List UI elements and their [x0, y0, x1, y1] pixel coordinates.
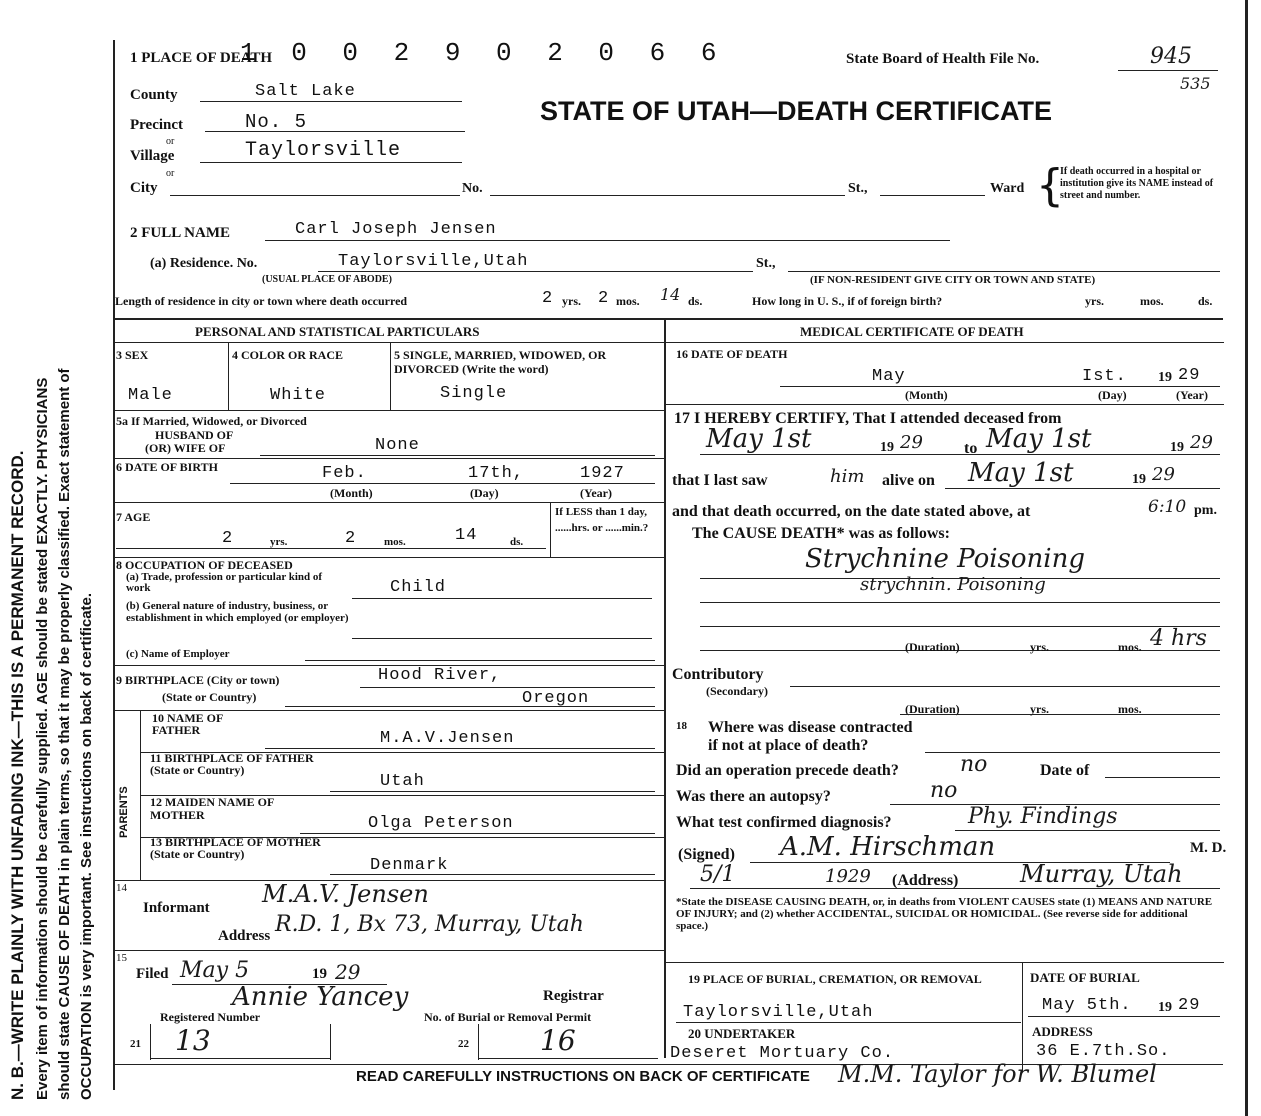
registrar-label: Registrar — [543, 988, 604, 1004]
cause-of-death-detail: strychnin. Poisoning — [860, 574, 1046, 595]
dob-year: 1927 — [580, 464, 625, 483]
birthplace-city: Hood River, — [378, 666, 502, 685]
occupation-value: Child — [390, 578, 447, 597]
time-of-death: 6:10 — [1148, 497, 1187, 517]
duration-value: 4 hrs — [1150, 626, 1207, 651]
father-name: M.A.V.Jensen — [380, 729, 515, 748]
operation-value: no — [960, 752, 988, 777]
city-label: City — [130, 180, 158, 196]
mother-birthplace: Denmark — [370, 856, 449, 875]
burial-year: 29 — [1178, 996, 1201, 1015]
footer-instructions: READ CAREFULLY INSTRUCTIONS ON BACK OF CERTIFICATE — [356, 1068, 810, 1085]
informant-signature: M.A.V. Jensen — [262, 880, 429, 908]
last-saw-date: May 1st — [968, 458, 1074, 488]
sex-value: Male — [128, 386, 173, 405]
margin-notice-4: OCCUPATION is very important. See instructions on back of certificate. — [78, 592, 95, 1100]
color-value: White — [270, 386, 327, 405]
full-name-value: Carl Joseph Jensen — [295, 220, 497, 239]
file-number-stamp: 1 0 0 2 9 0 2 0 6 6 — [240, 38, 727, 68]
filed-date: May 5 — [180, 958, 250, 983]
informant-address: R.D. 1, Bx 73, Murray, Utah — [275, 912, 584, 937]
mother-name: Olga Peterson — [368, 814, 514, 833]
dob-day: 17th, — [468, 464, 525, 483]
cause-of-death: Strychnine Poisoning — [805, 544, 1085, 574]
age-years: 2 — [222, 529, 234, 548]
informant-label: Informant — [143, 900, 210, 916]
age-days: 14 — [455, 526, 478, 545]
margin-notice-2: Every item of information should be carefully supplied. AGE should be stated EXACTLY. PHYSICIANS — [34, 377, 51, 1100]
state-board-file-number-2: 535 — [1180, 74, 1211, 93]
precinct-value: No. 5 — [245, 111, 308, 133]
length-of-residence-label: Length of residence in city or town where death occurred — [115, 294, 408, 308]
personal-heading: PERSONAL AND STATISTICAL PARTICULARS — [195, 324, 480, 339]
state-board-file-number: 945 — [1150, 44, 1192, 69]
marital-value: Single — [440, 384, 508, 403]
physician-sign-date: 5/1 — [700, 862, 736, 887]
dob-month: Feb. — [322, 464, 367, 483]
left-frame-line — [113, 40, 115, 1090]
county-label: County — [130, 87, 178, 103]
burial-date: May 5th. — [1042, 996, 1132, 1015]
hospital-note: If death occurred in a hospital or institution give its NAME instead of street and number. — [1060, 166, 1214, 201]
cause-footnote: *State the DISEASE CAUSING DEATH, or, in deaths from VIOLENT CAUSES state (1) MEANS AND NATURE OF INJURY; and (2) whether ACCIDENTAL, SUICIDAL OR HOMICIDAL. (See reverse side for additional space.) — [676, 896, 1213, 932]
section-divider — [113, 318, 1223, 320]
state-board-label: State Board of Health File No. — [846, 51, 1040, 67]
certify-line: 17 I HEREBY CERTIFY, That I attended deceased from — [674, 410, 1062, 427]
burial-place: Taylorsville,Utah — [683, 1003, 874, 1022]
village-label: Village — [130, 148, 175, 164]
death-day: Ist. — [1082, 367, 1127, 386]
filed-label: Filed — [136, 966, 169, 982]
informant-address-label: Address — [218, 928, 271, 944]
attended-from: May 1st — [706, 424, 812, 454]
certificate-title: STATE OF UTAH—DEATH CERTIFICATE — [540, 96, 1052, 126]
test-value: Phy. Findings — [968, 804, 1118, 829]
parents-label: PARENTS — [118, 786, 130, 838]
father-birthplace: Utah — [380, 772, 425, 791]
place-of-death-heading: 1 PLACE OF DEATH — [130, 50, 273, 66]
death-month: May — [872, 367, 906, 386]
undertaker-address: 36 E.7th.So. — [1036, 1042, 1171, 1061]
burial-permit-number: 16 — [540, 1024, 576, 1057]
age-months: 2 — [345, 529, 357, 548]
death-year: 29 — [1178, 366, 1201, 385]
full-name-label: 2 FULL NAME — [130, 225, 231, 241]
registrar-signature: Annie Yancey — [232, 982, 409, 1012]
county-value: Salt Lake — [255, 82, 356, 101]
registered-number: 13 — [175, 1024, 211, 1057]
margin-notice-3: should state CAUSE OF DEATH in plain terms, so that it may be properly classified. Exact statement of — [56, 368, 73, 1100]
physician-signature: A.M. Hirschman — [780, 832, 996, 862]
precinct-label: Precinct — [130, 117, 184, 133]
village-value: Taylorsville — [245, 139, 402, 162]
medical-heading: MEDICAL CERTIFICATE OF DEATH — [800, 324, 1024, 339]
physician-address: Murray, Utah — [1020, 860, 1183, 888]
residence-value: Taylorsville,Utah — [338, 252, 529, 271]
autopsy-value: no — [930, 778, 958, 803]
right-frame-line — [1245, 0, 1248, 1116]
attended-to: May 1st — [986, 424, 1092, 454]
residence-label: (a) Residence. No. — [150, 256, 258, 271]
birthplace-state: Oregon — [522, 689, 590, 708]
filed-year: 29 — [335, 960, 361, 984]
margin-notice-1: N. B.—WRITE PLAINLY WITH UNFADING INK—THIS IS A PERMANENT RECORD. — [8, 450, 27, 1100]
undertaker-value: Deseret Mortuary Co. — [670, 1044, 895, 1063]
column-divider — [664, 318, 666, 1058]
spouse-value: None — [375, 436, 420, 455]
undertaker-signature: M.M. Taylor for W. Blumel — [838, 1060, 1157, 1088]
